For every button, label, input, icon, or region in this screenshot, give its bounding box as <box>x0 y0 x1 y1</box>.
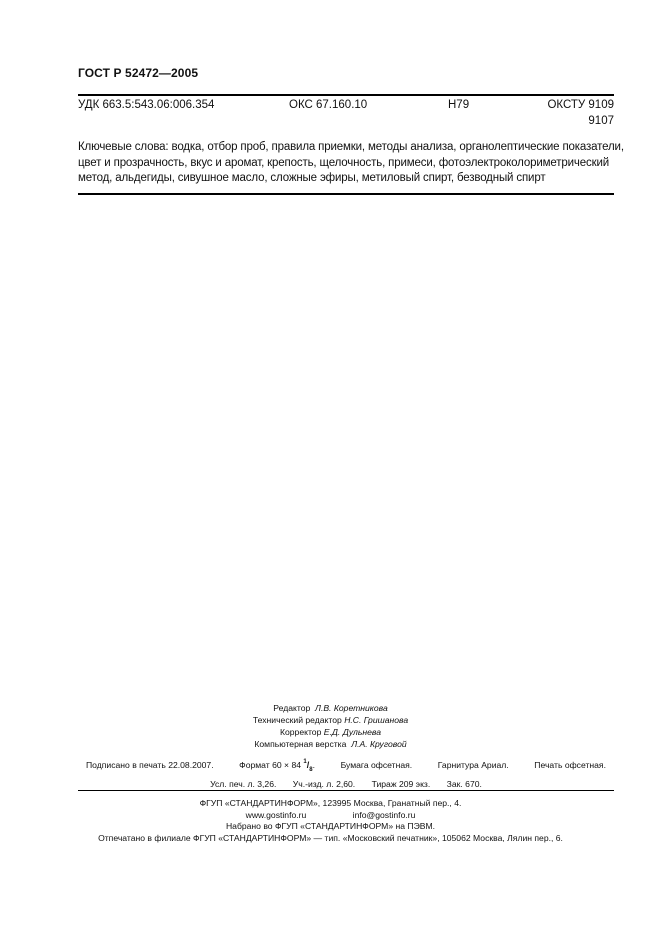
layout-name: Л.А. Круговой <box>351 739 407 749</box>
format-fraction: $^1/_8$ <box>303 759 313 773</box>
publisher-address: ФГУП «СТАНДАРТИНФОРМ», 123995 Москва, Гранатный пер., 4. <box>199 798 462 808</box>
order-number: Зак. 670. <box>446 778 482 789</box>
signed-date: Подписано в печать 22.08.2007. <box>86 760 214 770</box>
editor-name: Л.В. Коретникова <box>315 703 388 713</box>
print-info <box>86 760 606 789</box>
bottom-divider <box>78 790 614 791</box>
keywords-divider <box>78 193 614 195</box>
standard-code: ГОСТ Р 52472—2005 <box>78 66 199 80</box>
keywords-line: Ключевые слова: водка, отбор проб, правила приемки, методы анализа, органолептические показатели, <box>78 141 624 153</box>
udk-code: УДК 663.5:543.06:006.354 <box>78 99 215 111</box>
classification-row <box>78 99 614 129</box>
email-link[interactable]: info@gostinfo.ru <box>352 809 416 820</box>
printed-note: Отпечатано в филиале ФГУП «СТАНДАРТИНФОРМ» — тип. «Московский печатник», 105062 Москва, Лялин пер., 6. <box>98 832 563 843</box>
group-code: Н79 <box>448 99 470 111</box>
okstu-code-second: 9107 <box>588 115 614 127</box>
circulation: Тираж 209 экз. <box>371 778 431 789</box>
keywords-line: метод, альдегиды, сивушное масло, сложные эфиры, метиловый спирт, безводный спирт <box>78 172 546 184</box>
publisher-sheets: Уч.-изд. л. 2,60. <box>292 778 356 789</box>
credits-block <box>0 702 661 750</box>
typeface: Гарнитура Ариал. <box>437 760 509 770</box>
print-info-line-1 <box>86 760 606 773</box>
tech-editor-name: Н.С. Гришанова <box>344 715 409 725</box>
typeset-note: Набрано во ФГУП «СТАНДАРТИНФОРМ» на ПЭВМ. <box>225 821 436 831</box>
publisher-contacts <box>0 810 661 822</box>
keywords-paragraph <box>78 140 624 187</box>
paper-type: Бумага офсетная. <box>340 760 413 770</box>
publisher-footer <box>0 798 661 844</box>
print-info-line-2 <box>86 779 606 789</box>
okstu-code: ОКСТУ 9109 <box>547 99 614 111</box>
credit-editor: Редактор Л.В. Коретникова <box>273 703 388 713</box>
website-link[interactable]: www.gostinfo.ru <box>245 809 307 820</box>
proofreader-name: Е.Д. Дульнева <box>323 727 382 737</box>
keywords-line: цвет и прозрачность, вкус и аромат, крепость, щелочность, примеси, фотоэлектроколориметрический <box>78 156 610 169</box>
credit-layout: Компьютерная верстка Л.А. Круговой <box>254 739 407 749</box>
format: Формат 60 × 84 $^1/_8$. <box>239 759 315 773</box>
top-divider <box>78 94 614 96</box>
printing-method: Печать офсетная. <box>534 760 606 770</box>
credit-tech-editor: Технический редактор Н.С. Гришанова <box>252 715 409 725</box>
credit-proofreader: Корректор Е.Д. Дульнева <box>279 727 382 737</box>
oks-code: ОКС 67.160.10 <box>289 99 368 111</box>
print-sheets: Усл. печ. л. 3,26. <box>210 778 277 789</box>
